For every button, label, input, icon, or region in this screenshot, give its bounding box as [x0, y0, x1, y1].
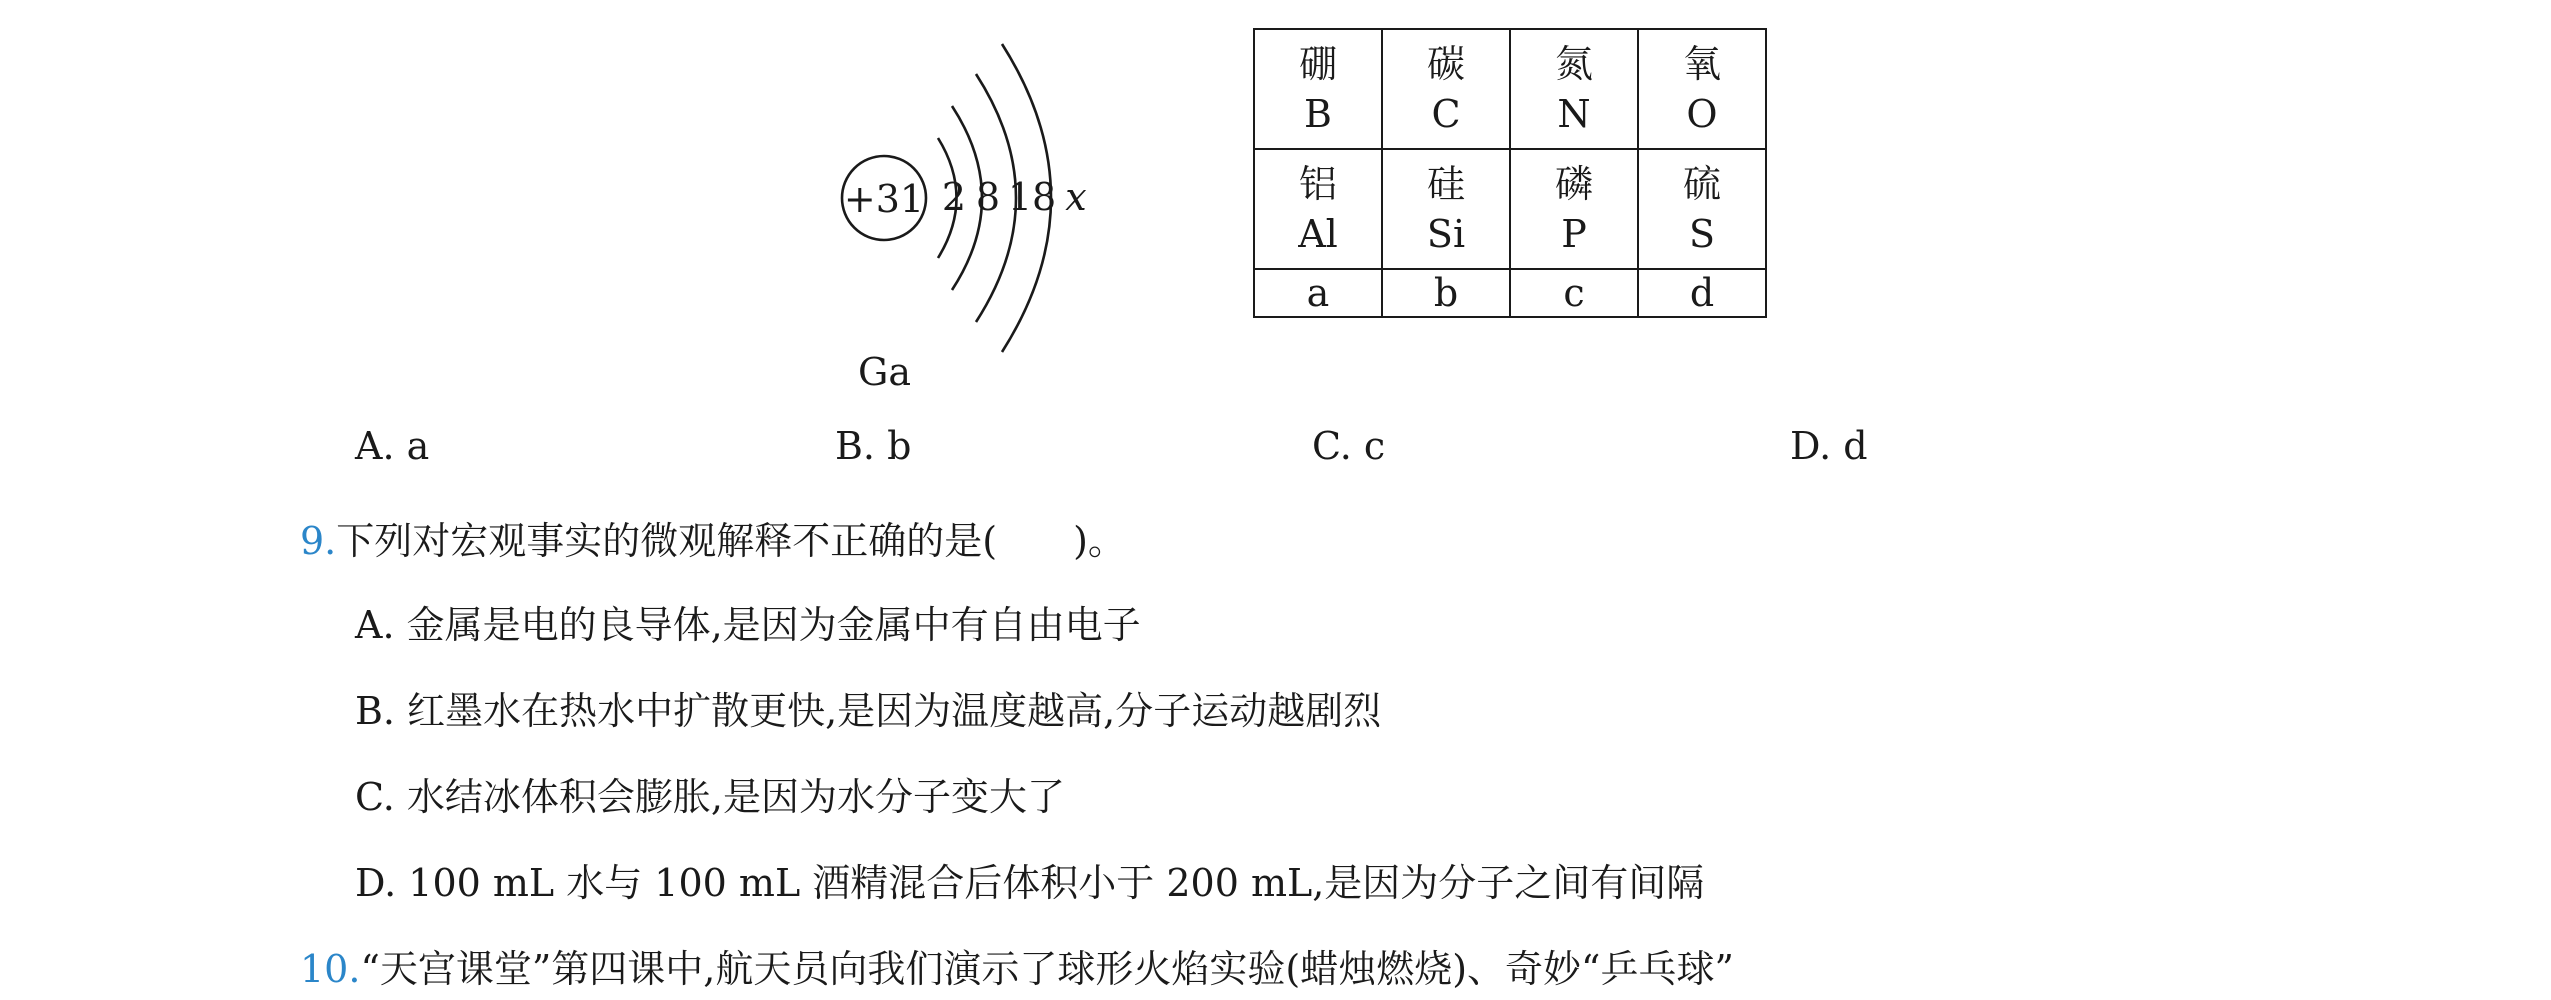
question-10-stem	[300, 938, 1734, 993]
element-cell: 氮 N	[1510, 29, 1638, 149]
shell-electrons-1: 2	[941, 175, 967, 219]
option-label-cell: b	[1382, 269, 1510, 317]
q8-option-a: A. a	[355, 424, 430, 468]
question-text: “天宫课堂”第四课中,航天员向我们演示了球形火焰实验(蜡烛燃烧)、奇妙“乒乓球”	[360, 947, 1734, 991]
element-symbol-label: Ga	[858, 350, 912, 394]
element-cell: 氧 O	[1638, 29, 1766, 149]
option-label-cell: d	[1638, 269, 1766, 317]
element-cell: 铝 Al	[1254, 149, 1382, 269]
option-label-cell: a	[1254, 269, 1382, 317]
q9-option-c: C. 水结冰体积会膨胀,是因为水分子变大了	[355, 775, 1065, 819]
q9-option-a: A. 金属是电的良导体,是因为金属中有自由电子	[355, 603, 1141, 647]
shell-electrons-3: 18	[1007, 175, 1057, 219]
shell-electrons-4: x	[1065, 175, 1087, 219]
q8-option-c: C. c	[1312, 424, 1386, 468]
element-cell: 硫 S	[1638, 149, 1766, 269]
element-cell: 硼 B	[1254, 29, 1382, 149]
element-cell: 硅 Si	[1382, 149, 1510, 269]
question-text: 下列对宏观事实的微观解释不正确的是( )。	[336, 519, 1126, 563]
table-row	[1254, 149, 1766, 269]
table-row	[1254, 29, 1766, 149]
question-9-stem	[300, 510, 1126, 565]
q8-option-d: D. d	[1790, 424, 1868, 468]
element-cell: 磷 P	[1510, 149, 1638, 269]
question-number: 9.	[300, 519, 337, 563]
gallium-atom-diagram	[830, 20, 1130, 390]
element-table	[1253, 28, 1767, 318]
shell-electrons-2: 8	[975, 175, 1001, 219]
q9-option-b: B. 红墨水在热水中扩散更快,是因为温度越高,分子运动越剧烈	[355, 689, 1382, 733]
q9-option-d: D. 100 mL 水与 100 mL 酒精混合后体积小于 200 mL,是因为分子之间有间隔	[355, 861, 1705, 905]
question-number: 10.	[300, 947, 361, 991]
nucleus-charge: +31	[843, 177, 925, 221]
option-label-cell: c	[1510, 269, 1638, 317]
table-row	[1254, 269, 1766, 317]
q8-option-b: B. b	[835, 424, 912, 468]
element-cell: 碳 C	[1382, 29, 1510, 149]
